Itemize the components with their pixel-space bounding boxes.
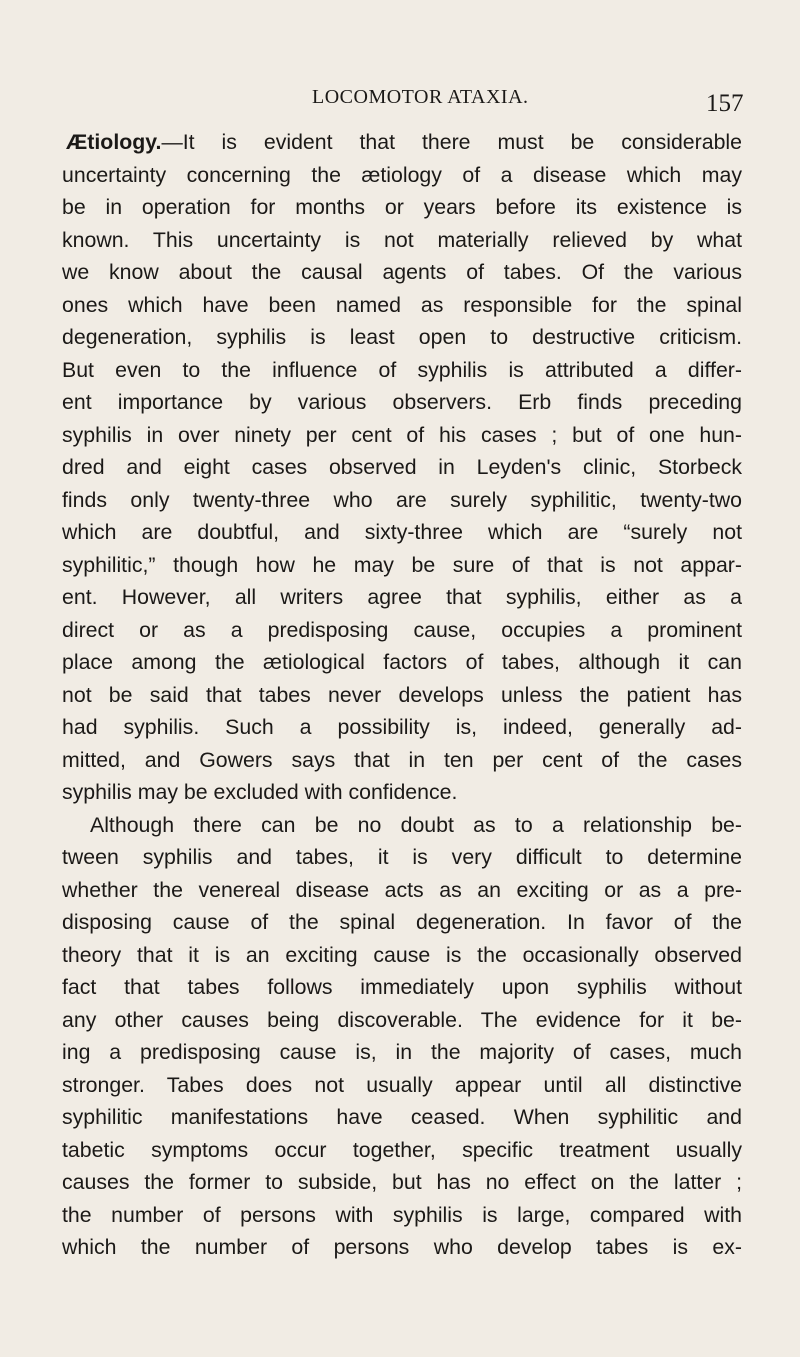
page-number: 157 (706, 90, 744, 117)
text-line: dred and eight cases observed in Leyden's clinic, Storbeck (62, 455, 742, 479)
text-line: finds only twenty-three who are surely syphilitic, twenty-two (62, 487, 742, 512)
text-line: syphilis in over ninety per cent of his cases ; but of one hun- (62, 422, 742, 447)
text-line: disposing cause of the spinal degeneration. In favor of the (62, 910, 742, 934)
text-line: had syphilis. Such a possibility is, indeed, generally ad- (62, 715, 742, 739)
text-line: ones which have been named as responsible for the spinal (62, 292, 742, 317)
text-line: tween syphilis and tabes, it is very difficult to determine (62, 845, 742, 869)
text-line: tabetic symptoms occur together, specific treatment usually (62, 1137, 742, 1162)
text-line: causes the former to subside, but has no effect on the latter ; (62, 1170, 742, 1194)
section-heading: Ætiology. (66, 130, 162, 154)
text-line: Although there can be no doubt as to a relationship be- (90, 812, 742, 837)
text-line: which the number of persons who develop tabes is ex- (62, 1235, 742, 1259)
text-line: degeneration, syphilis is least open to destructive criticism. (62, 325, 742, 349)
text-line: syphilitic,” though how he may be sure of that is not appar- (62, 552, 742, 577)
text-line: But even to the influence of syphilis is attributed a differ- (62, 357, 742, 382)
text-line: fact that tabes follows immediately upon syphilis without (62, 975, 742, 999)
body-text (62, 126, 742, 1264)
text-line: whether the venereal disease acts as an exciting or as a pre- (62, 877, 742, 902)
running-head: LOCOMOTOR ATAXIA. (312, 86, 529, 108)
text-line: known. This uncertainty is not materially relieved by what (62, 227, 742, 252)
text-line: theory that it is an exciting cause is the occasionally observed (62, 942, 742, 967)
text-line: the number of persons with syphilis is large, compared with (62, 1202, 742, 1227)
text-line: not be said that tabes never develops unless the patient has (62, 682, 742, 707)
text-line: ent importance by various observers. Erb finds preceding (62, 390, 742, 414)
text-line: mitted, and Gowers says that in ten per cent of the cases (62, 747, 742, 772)
text-line: Ætiology.—It is evident that there must be considerable (66, 130, 742, 154)
text-line: syphilis may be excluded with confidence. (62, 780, 458, 804)
text-line: ing a predisposing cause is, in the majority of cases, much (62, 1040, 742, 1064)
text-line: any other causes being discoverable. The evidence for it be- (62, 1007, 742, 1032)
text-line: uncertainty concerning the ætiology of a disease which may (62, 162, 742, 187)
text-line: we know about the causal agents of tabes. Of the various (62, 260, 742, 284)
text-line: direct or as a predisposing cause, occupies a prominent (62, 617, 742, 642)
text-line: syphilitic manifestations have ceased. When syphilitic and (62, 1105, 742, 1129)
text-line: which are doubtful, and sixty-three which are “surely not (62, 520, 742, 544)
text-line: place among the ætiological factors of tabes, although it can (62, 650, 742, 674)
page-header (0, 86, 800, 116)
text-line: ent. However, all writers agree that syphilis, either as a (62, 585, 742, 609)
text-line: stronger. Tabes does not usually appear until all distinctive (62, 1072, 742, 1097)
text-line: be in operation for months or years before its existence is (62, 195, 742, 219)
